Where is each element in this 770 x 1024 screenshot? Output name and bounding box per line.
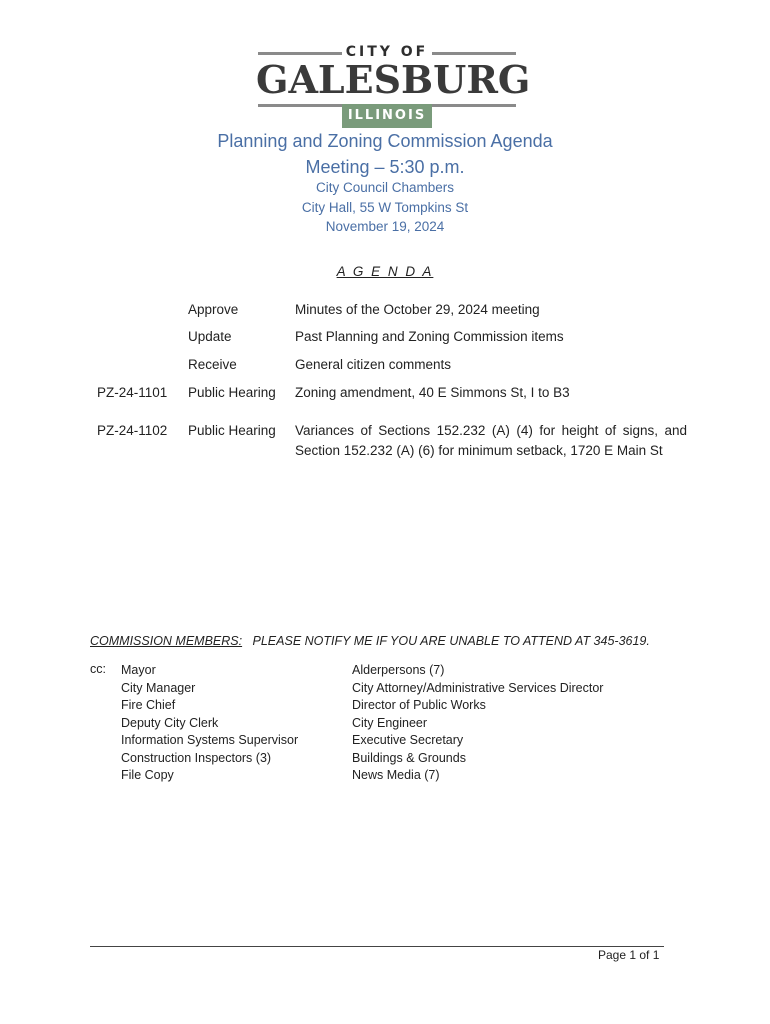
cc-recipient: Information Systems Supervisor — [121, 733, 299, 747]
footer-divider — [90, 946, 664, 947]
cc-recipient: Construction Inspectors (3) — [121, 750, 272, 765]
page-title-line2: Meeting – 5:30 p.m. — [305, 157, 465, 177]
cc-recipient: File Copy — [121, 768, 174, 782]
agenda-heading: A G E N D A — [336, 264, 434, 279]
logo-state-badge: ILLINOIS — [342, 104, 432, 128]
cc-label: cc: — [90, 662, 106, 676]
agenda-description: Minutes of the October 29, 2024 meeting — [295, 302, 540, 317]
agenda-action: Receive — [188, 357, 237, 372]
agenda-description: Past Planning and Zoning Commission items — [295, 329, 564, 344]
logo-rule — [432, 104, 516, 107]
agenda-action: Public Hearing — [188, 423, 276, 438]
agenda-case-code: PZ-24-1102 — [97, 423, 168, 438]
logo-rule — [432, 52, 516, 55]
logo-rule — [258, 52, 342, 55]
agenda-action: Public Hearing — [188, 385, 276, 400]
commission-label: COMMISSION MEMBERS: — [90, 634, 243, 648]
meeting-address: City Hall, 55 W Tompkins St — [301, 200, 469, 215]
cc-recipient: Fire Chief — [121, 698, 176, 712]
agenda-description: Variances of Sections 152.232 (A) (4) for height of signs, and Section 152.232 (A) (6) for minimum setback, 1720 E Main St — [295, 423, 687, 458]
cc-recipient: News Media (7) — [352, 768, 440, 782]
cc-recipient: Deputy City Clerk — [121, 715, 219, 730]
commission-notice — [90, 634, 650, 648]
agenda-action: Update — [188, 329, 232, 344]
cc-recipient: City Attorney/Administrative Services Director — [352, 680, 604, 695]
meeting-location: City Council Chambers — [315, 180, 455, 195]
page-number: Page 1 of 1 — [598, 948, 660, 962]
agenda-action: Approve — [188, 302, 239, 317]
page-title: Planning and Zoning Commission Agenda — [217, 131, 553, 151]
city-logo — [256, 44, 531, 130]
cc-recipient: Buildings & Grounds — [352, 750, 466, 765]
logo-city-name: GALESBURG — [256, 57, 531, 102]
agenda-case-code: PZ-24-1101 — [97, 385, 168, 400]
cc-recipient: Alderpersons (7) — [352, 663, 445, 677]
agenda-description: Zoning amendment, 40 E Simmons St, I to B3 — [295, 385, 570, 400]
logo-rule — [258, 104, 342, 107]
commission-notice-text: PLEASE NOTIFY ME IF YOU ARE UNABLE TO ATTEND AT 345-3619. — [252, 634, 650, 648]
cc-recipient: Mayor — [121, 663, 156, 677]
cc-list-right — [352, 662, 603, 785]
agenda-description: General citizen comments — [295, 357, 452, 372]
meeting-date: November 19, 2024 — [325, 219, 445, 234]
cc-recipient: Executive Secretary — [352, 733, 464, 747]
cc-recipient: City Engineer — [352, 715, 428, 730]
cc-list-left — [121, 662, 298, 785]
cc-recipient: Director of Public Works — [352, 698, 486, 712]
logo-city-of: CITY OF — [345, 44, 429, 60]
cc-recipient: City Manager — [121, 680, 196, 695]
